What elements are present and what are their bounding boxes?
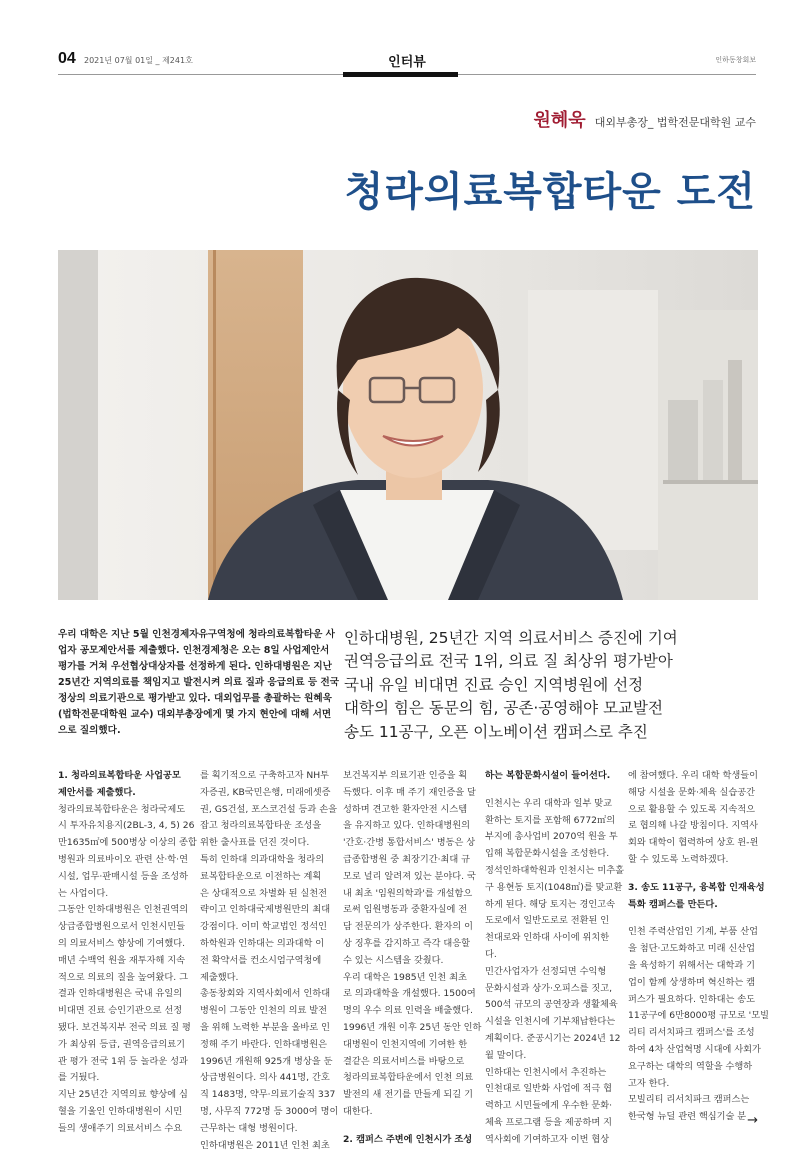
text-line: 고자 한다.	[628, 1077, 670, 1089]
text-line: 매년 수백억 원을 재투자해 지속	[58, 954, 186, 966]
body-paragraph	[58, 902, 191, 1087]
text-line: 권, GS건설, 포스코건설 등과 손을	[200, 803, 337, 815]
text-line: 모빌리티 리서치파크 캠퍼스는	[628, 1094, 750, 1106]
text-line: 퍼스가 필요하다. 인하대는 송도	[628, 993, 756, 1005]
intro-line: 업자 공모제안서를 제출했다. 인천경제청은 오는 8일 사업제안서	[58, 645, 330, 656]
text-line: 문화시설과 상가·오피스를 짓고,	[485, 982, 613, 994]
text-line: 1996년 개원 이후 25년 동안 인하	[343, 1021, 482, 1033]
article-headline: 청라의료복합타운 도전	[344, 169, 756, 215]
text-line: '간호·간병 통합서비스' 병동은 상	[343, 837, 476, 849]
text-line: 모로 널리 알려져 있는 분야다. 국	[343, 870, 476, 882]
text-line: 발전의 새 전기를 만들게 되길 기	[343, 1089, 473, 1101]
text-line: 시설, 업무·판매시설 등을 조성하	[58, 870, 188, 882]
continue-arrow-icon: →	[747, 1113, 758, 1128]
text-line: 시 투자유치용지(2BL-3, 4, 5) 26	[58, 820, 195, 832]
text-line: 총동창회와 지역사회에서 인하대	[200, 988, 331, 1000]
text-line: 잡고 청라의료복합타운 조성을	[200, 820, 322, 832]
body-paragraph	[200, 852, 330, 986]
text-line: 을 위해 노력한 부분을 올바로 인	[200, 1021, 330, 1033]
text-line: 들의 생애주기 의료서비스 수요	[58, 1122, 183, 1134]
text-line: 청라의료복합타운은 청라국제도	[58, 803, 186, 815]
text-line: 인하대병원은 2011년 인천 최초	[200, 1139, 330, 1151]
text-line: 회와 대학이 협력하여 상호 윈-윈	[628, 837, 759, 849]
text-line: 결같은 의료서비스를 바탕으로	[343, 1055, 465, 1067]
text-line: 로 의과대학을 개설했다. 1500여	[343, 988, 476, 1000]
article-intro	[58, 627, 340, 739]
text-line: 로써 임원병동과 중환자실에 전	[343, 904, 468, 916]
interviewee-name: 원혜욱	[533, 110, 586, 131]
text-line: 11공구에 6만8000평 규모로 '모빌	[628, 1010, 769, 1022]
body-paragraph	[200, 986, 339, 1137]
body-paragraph	[200, 1138, 330, 1154]
text-line: 500석 규모의 공연장과 생활체육	[485, 999, 618, 1011]
text-line: 청라의료복합타운에서 인천 의료	[343, 1072, 474, 1084]
question-heading	[628, 880, 765, 914]
text-line: 는 사업이다.	[58, 887, 109, 899]
text-line: 다.	[485, 948, 497, 960]
publication-name: 인하동창회보	[715, 56, 756, 64]
intro-line: 으로 질의했다.	[58, 725, 121, 736]
body-column-2	[200, 768, 339, 1154]
body-paragraph	[485, 1065, 615, 1149]
text-line: 제안서를 제출했다.	[58, 786, 136, 798]
pull-quote-line: 국내 유일 비대면 진료 승인 지역병원에 선정	[344, 675, 644, 694]
text-line: 특히 인하대 의과대학을 청라의	[200, 853, 325, 865]
text-line: 득했다. 이후 매 주기 재인증을 달	[343, 786, 476, 798]
text-line: 한국형 뉴딜 관련 핵심기술 분	[628, 1111, 747, 1123]
text-line: 으로 활용할 수 있도록 지속적으	[628, 803, 756, 815]
text-line: 인천시는 우리 대학과 일부 맞교	[485, 797, 613, 809]
interviewee-title: 대외부총장_ 법학전문대학원 교수	[594, 116, 756, 129]
text-line: 자증권, KB국민은행, 미래에셋증	[200, 786, 331, 798]
text-line: 전 확약서를 컨소시엄구역청에	[200, 954, 322, 966]
text-line: 가 최상위 등급, 권역응급의료기	[58, 1038, 186, 1050]
text-line: 인천대로 일반화 사업에 적극 협	[485, 1083, 613, 1095]
intro-line: 평가를 거쳐 우선협상대상자를 선정하게 된다. 인하대병원은 지난	[58, 661, 332, 672]
text-line: 보건복지부 의료기관 인증을 획	[343, 770, 468, 781]
text-line: 위한 출사표를 던진 것이다.	[200, 837, 310, 849]
text-line: 정해 주기 바란다. 인하대병원은	[200, 1038, 328, 1050]
text-line: 업이 함께 상생하며 혁신하는 캠	[628, 976, 756, 988]
text-line: 성하며 견고한 환자안전 시스템	[343, 803, 468, 815]
body-column-1	[58, 768, 197, 1138]
pull-quote-line: 인하대병원, 25년간 지역 의료서비스 증진에 기여	[344, 629, 678, 647]
byline	[533, 106, 756, 132]
text-line: 1. 청라의료복합타운 사업공모	[58, 770, 181, 781]
text-line: 를 거뒀다.	[58, 1072, 100, 1084]
text-line: 계획이다. 준공시기는 2024년 12	[485, 1032, 621, 1044]
text-line: 됐다. 보건복지부 전국 의료 질 평	[58, 1021, 191, 1033]
text-line: 할 수 있도록 노력하겠다.	[628, 853, 729, 865]
text-line: 우리 대학은 1985년 인천 최초	[343, 971, 467, 983]
text-line: 부지에 총사업비 2070억 원을 투	[485, 831, 618, 843]
body-paragraph	[628, 1092, 758, 1126]
text-line: 인하대는 인천시에서 추진하는	[485, 1066, 607, 1078]
body-column-5	[628, 768, 769, 1126]
text-line: 1996년 개원해 925개 병상을 둔	[200, 1055, 333, 1067]
text-line: 수 있는 시스템을 갖췄다.	[343, 954, 444, 966]
text-line: 하여 4차 산업혁명 시대에 사회가	[628, 1043, 761, 1055]
text-line: 정석인하대학원과 인천시는 미추홀	[485, 864, 624, 876]
text-line: 요구하는 대학의 역할을 수행하	[628, 1060, 753, 1072]
text-line: 력하고 시민들에게 우수한 문화·	[485, 1100, 613, 1112]
intro-line: 25년간 지역의료를 책임지고 발전시켜 의료 질과 응급의료 등 전국	[58, 677, 340, 688]
text-line: 내 최초 '임원의학과'를 개설함으	[343, 887, 473, 899]
section-marker-bar	[343, 72, 458, 77]
pull-quote-line: 송도 11공구, 오픈 이노베이션 캠퍼스로 추진	[344, 722, 648, 741]
issue-date: 2021년 07월 01일 _ 제241호	[84, 56, 193, 65]
text-line: 은 상대적으로 차별화 된 실천전	[200, 887, 328, 899]
text-line: 민간사업자가 선정되면 수익형	[485, 965, 607, 977]
portrait-illustration	[58, 250, 758, 600]
text-line: 로 협의해 나갈 방침이다. 지역사	[628, 820, 758, 832]
article-body	[58, 768, 769, 1151]
text-line: 하게 된다. 해당 토지는 경인고속	[485, 898, 615, 910]
text-line: 하는 복합문화시설이 들어선다.	[485, 770, 611, 781]
text-line: 을 첨단·고도화하고 미래 신산업	[628, 943, 756, 955]
text-line: 에 참여했다. 우리 대학 학생들이	[628, 770, 758, 781]
intro-line: 우리 대학은 지난 5월 인천경제자유구역청에 청라의료복합타운 사	[58, 629, 335, 640]
pull-quote	[344, 627, 759, 744]
text-line: 3. 송도 11공구, 융복합 인재육성	[628, 881, 765, 893]
body-paragraph	[343, 768, 476, 970]
body-column-3	[343, 768, 482, 1149]
body-paragraph	[628, 924, 769, 1092]
question-heading	[485, 768, 615, 785]
text-line: 료복합타운으로 이전하는 계획	[200, 870, 322, 882]
page-number: 04	[58, 50, 76, 67]
text-line: 인천 주력산업인 기계, 부품 산업	[628, 926, 758, 938]
text-line: 상급병원이다. 의사 441명, 간호	[200, 1072, 330, 1084]
text-line: 환하는 토지를 포함해 6772㎡의	[485, 814, 616, 826]
body-paragraph	[628, 768, 758, 869]
text-line: 시설을 인천시에 기부채납한다는	[485, 1016, 616, 1028]
intro-line: 정상의 의료기관으로 평가받고 있다. 대외업무를 총괄하는 원혜욱	[58, 693, 332, 704]
text-line: 리티 리서치파크 캠퍼스'를 조성	[628, 1027, 755, 1039]
text-line: 담 전문의가 상주한다. 환자의 이	[343, 921, 473, 933]
text-line: 체육 프로그램 등을 제공하며 지	[485, 1116, 613, 1128]
text-line: 특화 캠퍼스를 만든다.	[628, 898, 718, 910]
question-heading	[58, 768, 188, 802]
text-line: 명, 사무직 772명 등 3000여 명이	[200, 1105, 339, 1117]
text-line: 그동안 인하대병원은 인천권역의	[58, 904, 189, 916]
text-line: 을 유지하고 있다. 인하대병원의	[343, 820, 471, 832]
text-line: 병원과 의료바이오 관련 산·학·연	[58, 853, 188, 865]
text-line: 상 징후를 감지하고 즉각 대응할	[343, 937, 471, 949]
text-line: 해당 시설을 문화·체육 실습공간	[628, 786, 756, 798]
body-column-4	[485, 768, 624, 1149]
paragraph-gap	[343, 1121, 473, 1132]
text-line: 급종합병원 중 최장기간·최대 규	[343, 853, 471, 865]
text-line: 만1635㎡에 500병상 이상의 종합	[58, 837, 197, 849]
text-line: 직 1483명, 약무·의료기술직 337	[200, 1089, 336, 1101]
text-line: 도로에서 일반도로로 전환된 인	[485, 915, 610, 927]
text-line: 입해 복합문화시설을 조성한다.	[485, 848, 610, 860]
text-line: 월 말이다.	[485, 1049, 527, 1061]
text-line: 대한다.	[343, 1105, 373, 1117]
body-paragraph	[58, 802, 197, 903]
text-line: 결과 인하대병원은 국내 유일의	[58, 988, 183, 1000]
body-paragraph	[200, 768, 337, 852]
text-line: 상급종합병원으로서 인천시민들	[58, 921, 186, 933]
text-line: 적으로 의료의 질을 높여왔다. 그	[58, 971, 188, 983]
section-title: 인터뷰	[388, 55, 426, 70]
text-line: 하학원과 인하대는 의과대학 이	[200, 937, 325, 949]
text-line: 2. 캠퍼스 주변에 인천시가 조성	[343, 1133, 473, 1145]
paragraph-gap	[628, 869, 758, 880]
pull-quote-line: 대학의 힘은 동문의 힘, 공존·공영해야 모교발전	[344, 699, 663, 718]
text-line: 의 의료서비스 향상에 기여했다.	[58, 937, 186, 949]
text-line: 략이고 인하대국제병원만의 최대	[200, 904, 331, 916]
text-line: 병원이 그동안 인천의 의료 발전	[200, 1005, 328, 1017]
page-header	[58, 50, 756, 74]
pull-quote-line: 권역응급의료 전국 1위, 의료 질 최상위 평가받아	[344, 652, 673, 671]
text-line: 제출했다.	[200, 971, 239, 983]
text-line: 을 육성하기 위해서는 대학과 기	[628, 959, 756, 971]
body-paragraph	[343, 970, 482, 1121]
text-line: 구 용현동 토지(1048㎡)를 맞교환	[485, 881, 623, 893]
text-line: 명의 우수 의료 인력을 배출했다.	[343, 1005, 473, 1017]
text-line: 관 평가 전국 1위 등 놀라운 성과	[58, 1055, 188, 1067]
text-line: 비대면 진료 승인기관으로 선정	[58, 1005, 183, 1017]
text-line: 강점이다. 이미 학교법인 정석인	[200, 921, 328, 933]
intro-line: (법학전문대학원 교수) 대외부총장에게 몇 가지 현안에 대해 서면	[58, 709, 332, 720]
text-line: 지난 25년간 지역의료 향상에 심	[58, 1089, 188, 1101]
body-paragraph	[485, 796, 624, 964]
text-line: 혈을 기울인 인하대병원이 시민	[58, 1105, 183, 1117]
paragraph-gap	[485, 785, 615, 796]
text-line: 대병원이 인천지역에 기여한 한	[343, 1038, 468, 1050]
body-paragraph	[485, 964, 621, 1065]
body-paragraph	[58, 1087, 188, 1137]
text-line: 역사회에 기여하고자 이번 협상	[485, 1133, 610, 1145]
text-line: 천대로와 인하대 사이에 위치한	[485, 932, 610, 944]
text-line: 근무하는 대형 병원이다.	[200, 1122, 298, 1134]
paragraph-gap	[628, 913, 758, 924]
question-heading	[343, 1132, 473, 1149]
text-line: 를 획기적으로 구축하고자 NH투	[200, 770, 330, 781]
interviewee-photo	[58, 250, 758, 600]
